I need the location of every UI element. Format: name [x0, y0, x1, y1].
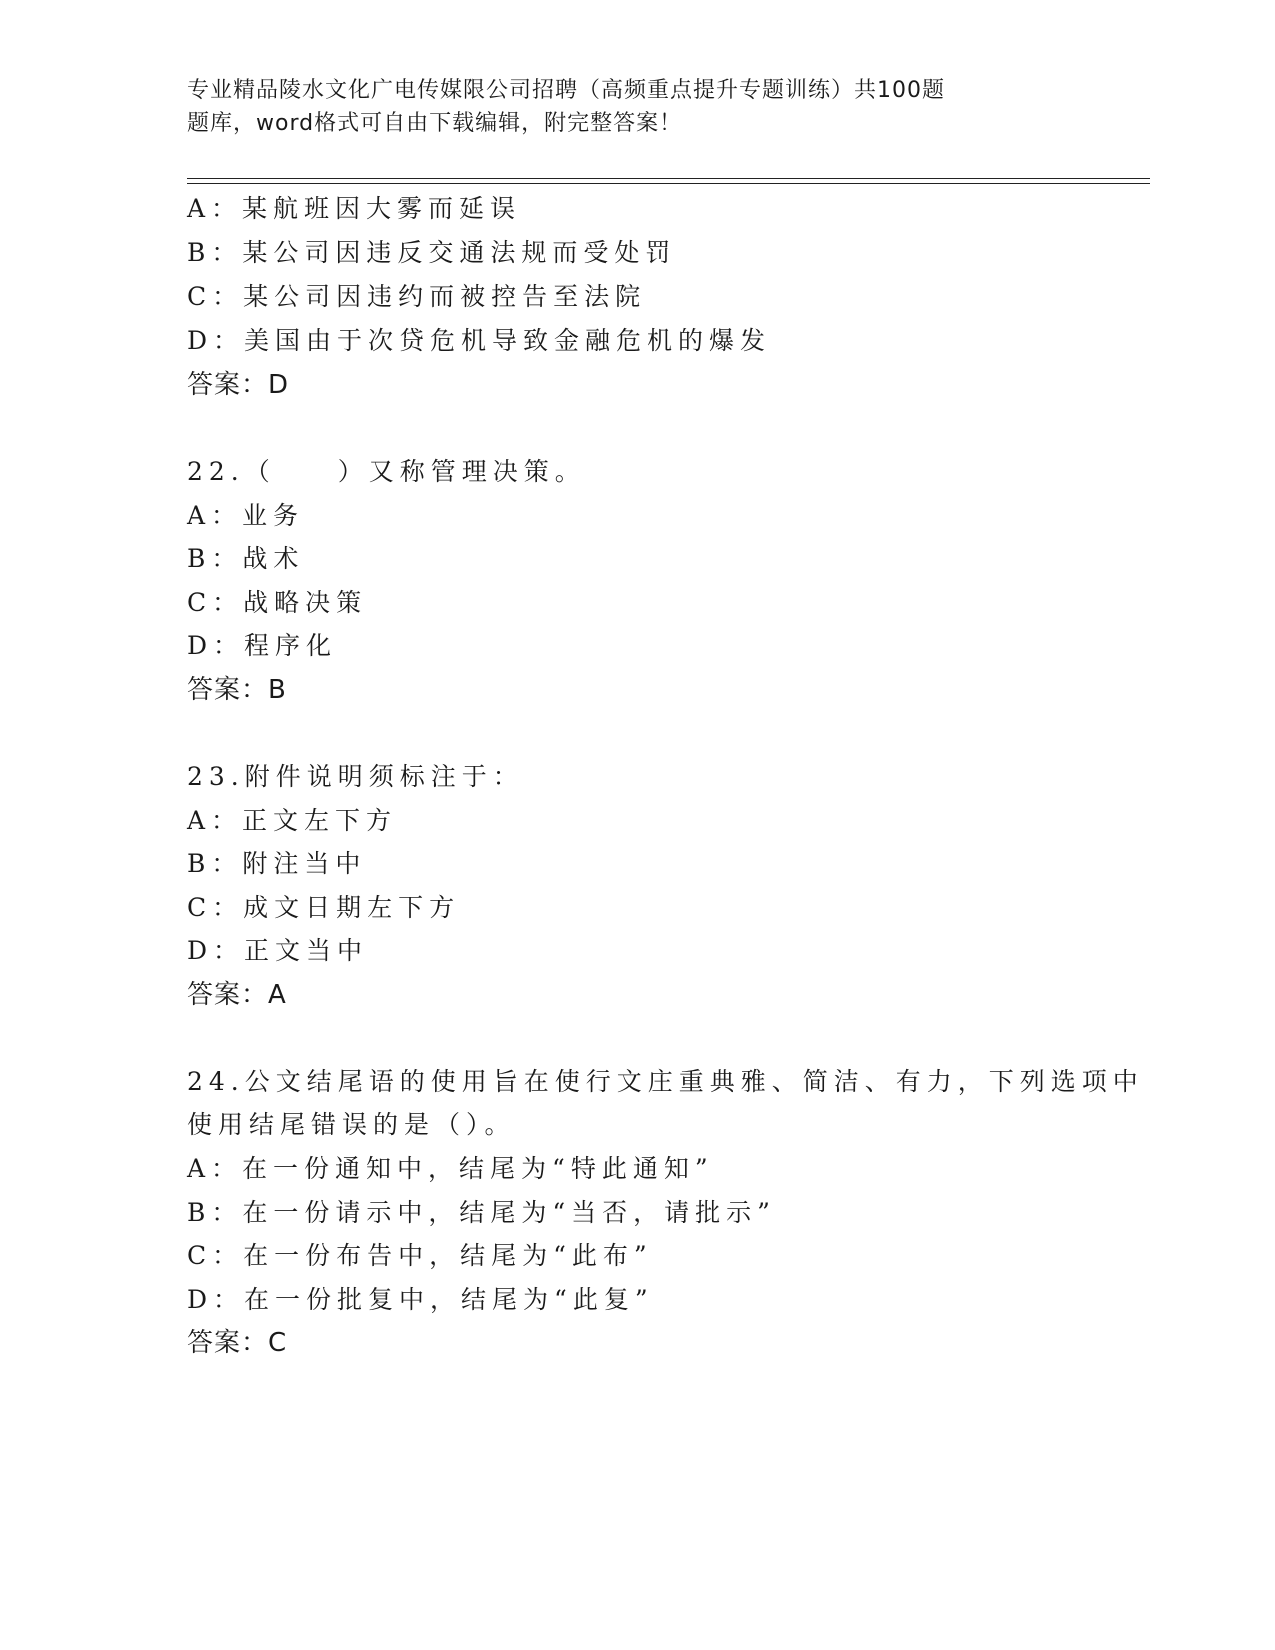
q22-option-d: D：程序化 [187, 631, 338, 660]
q24-answer: 答案：C [187, 1328, 288, 1358]
header-title-line-2: 题库，word格式可自由下载编辑，附完整答案！ [187, 111, 683, 136]
document-header [187, 74, 1027, 140]
q22-option-a: A：业务 [187, 501, 305, 530]
q24-option-b: B：在一份请示中，结尾为“当否，请批示” [187, 1198, 776, 1227]
header-divider-bottom [187, 183, 1150, 184]
q21-option-d: D：美国由于次贷危机导致金融危机的爆发 [187, 326, 772, 355]
q23-option-b: B：附注当中 [187, 849, 367, 878]
q22-option-c: C：战略决策 [187, 588, 368, 617]
q22-answer: 答案：B [187, 675, 287, 705]
q21-option-c: C：某公司因违约而被控告至法院 [187, 282, 647, 311]
q23-question: 23.附件说明须标注于： [187, 762, 524, 791]
q21-option-b: B：某公司因违反交通法规而受处罚 [187, 238, 677, 267]
q24-option-a: A：在一份通知中，结尾为“特此通知” [187, 1154, 714, 1183]
q21-answer: 答案：D [187, 370, 290, 400]
q23-option-c: C：成文日期左下方 [187, 893, 461, 922]
q24-question-line-1: 24.公文结尾语的使用旨在使行文庄重典雅、简洁、有力，下列选项中 [187, 1067, 1144, 1096]
q22-question: 22.（ ）又称管理决策。 [187, 457, 586, 486]
header-title-line-1: 专业精品陵水文化广电传媒限公司招聘（高频重点提升专题训练）共100题 [187, 78, 945, 103]
header-divider-top [187, 178, 1150, 179]
q23-option-d: D：正文当中 [187, 936, 369, 965]
q23-answer: 答案：A [187, 980, 287, 1010]
q21-option-a: A：某航班因大雾而延误 [187, 194, 522, 223]
q24-question-line-2: 使用结尾错误的是（）。 [187, 1110, 516, 1139]
q23-option-a: A：正文左下方 [187, 806, 398, 835]
q24-option-c: C：在一份布告中，结尾为“此布” [187, 1241, 653, 1270]
q22-option-b: B：战术 [187, 544, 305, 573]
q24-option-d: D：在一份批复中，结尾为“此复” [187, 1285, 654, 1314]
